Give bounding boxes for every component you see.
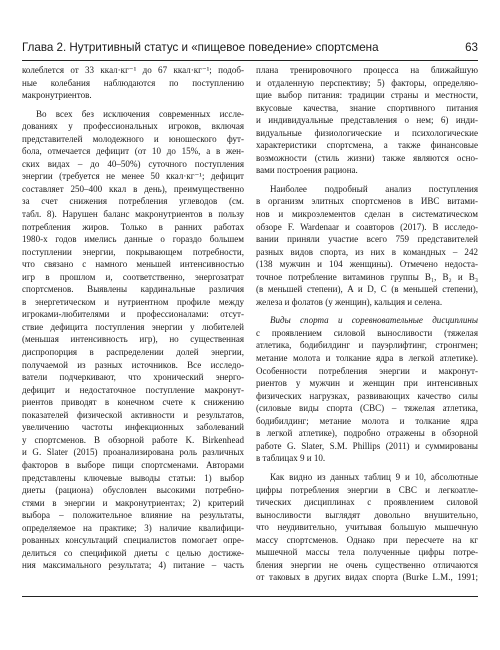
- text-line: цифры потребления энергии в СВС и легкоатле-: [256, 484, 478, 495]
- header-rule: [22, 60, 478, 61]
- text-line: в таблицах 9 и 10.: [256, 453, 326, 464]
- text-line: рованных консультаций специалистов помогает опре-: [22, 535, 244, 546]
- text-line: щие выбор питания: традиции страны и местности,: [256, 90, 478, 101]
- text-line: бодибилдинг; метание молота и толкание ядра: [256, 415, 478, 426]
- text-line: в организм элитных спортсменов в ИВС витами-: [256, 196, 478, 207]
- text-line: и отдаленную перспективу; 5) факторы, определяю-: [256, 77, 478, 88]
- text-line: что связано с намного меньшей интенсивностью: [22, 259, 244, 270]
- text-line: в энергетическом и нутриентном профиле между: [22, 296, 244, 307]
- text-line: вами построения рациона.: [256, 165, 358, 176]
- text-line: бола, отмечается дефицит (от 10 до 15%, а в жен-: [22, 146, 244, 157]
- text-line: делиться со спецификой диеты с целью достиже-: [22, 547, 244, 558]
- text-line: видуальные физиологические и психологические: [256, 127, 478, 138]
- text-line: игроками-любителями и профессионалами: отсут-: [22, 309, 244, 320]
- text-line: в легкой атлетике), подробно отражены в обзорной: [256, 428, 478, 439]
- text-line: и индивидуальные представления о нем; 6) инди-: [256, 115, 478, 126]
- footer-rule: [22, 596, 478, 597]
- text-line: увеличению частоты инфекционных заболеваний: [22, 422, 244, 433]
- text-line: возможности (стиль жизни) также являются осно-: [256, 152, 478, 163]
- text-line: факторов в выборе пищи спортсменами. Авторами: [22, 459, 244, 470]
- text-line: ные колебания наблюдаются по поступлению: [22, 77, 244, 88]
- text-line: от таковых в других видах спорта (Burke L.M., 1991;: [256, 572, 478, 583]
- text-line: риентов приводят в конечном счете к снижению: [22, 397, 244, 408]
- right-text-column: [256, 64, 478, 584]
- text-line: нов и микроэлементов сделан в систематическом: [256, 209, 478, 220]
- text-line: (в меньшей степени), A и D, C (в меньшей степени),: [256, 284, 478, 295]
- text-line: стями в энергии и макронутриентах; 2) критерий: [22, 497, 244, 508]
- text-line: атлетика, бодибилдинг и пауэрлифтинг, стронгмен;: [256, 340, 478, 351]
- text-line: ских видах – до 40–50%) суточного поступления: [22, 158, 244, 169]
- text-line: вкусовые качества, знание спортивного питания: [256, 102, 478, 113]
- text-line: поступлении энергии, покрывающем потребности,: [22, 246, 244, 257]
- text-line: мышечной массы тела полученные цифры потре-: [256, 547, 478, 558]
- text-line: ствие дефицита поступления энергии у любителей: [22, 321, 244, 332]
- text-line: (138 мужчин и 104 женщины). Отмечено недоста-: [256, 259, 478, 270]
- text-line: Виды спорта и соревновательные дисциплины: [270, 315, 478, 326]
- text-line: Во всех без исключения современных иссле-: [36, 108, 244, 119]
- text-line: дефицит и недостаточное поступление макронут-: [22, 384, 244, 395]
- text-line: точное потребление витаминов группы B₁, B₂ и B₃: [256, 271, 478, 282]
- running-header: [22, 32, 478, 54]
- text-line: ния максимального результата; 4) питание – часть: [22, 560, 244, 571]
- text-line: потребления жиров. Только в ранних работах: [22, 221, 244, 232]
- text-line: (меньшая интенсивность игр), но существенная: [22, 334, 244, 345]
- text-line: вании приняли участие всего 759 представителей: [256, 234, 478, 245]
- text-line: разных видов спорта, из них в командных – 242: [256, 246, 478, 257]
- text-line: получаемой из разных источников. Все исследо-: [22, 359, 244, 370]
- text-line: показателей физической активности и результатов,: [22, 409, 244, 420]
- text-line: представлены ключевые выводы статьи: 1) выбор: [22, 472, 244, 483]
- text-line: макронутриентов.: [22, 90, 92, 101]
- text-line: у спортсменов. В обзорной работе K. Birkenhead: [22, 434, 244, 445]
- text-line: железа и фолатов (у женщин), кальция и селена.: [256, 296, 443, 307]
- text-line: (силовые виды спорта (СВС) – тяжелая атлетика,: [256, 403, 478, 414]
- text-line: игр в прошлом и, соответственно, энергозатрат: [22, 271, 244, 282]
- text-line: Наиболее подробный анализ поступления: [270, 183, 478, 194]
- text-line: тических дисциплинах с проявлением силовой: [256, 497, 478, 508]
- text-line: характеристики спортсмена, а также финансовые: [256, 140, 478, 151]
- text-line: с проявлением силовой выносливости (тяжелая: [256, 327, 478, 338]
- text-line: 1980-х годов имелись данные о гораздо большем: [22, 234, 244, 245]
- left-text-column: [22, 64, 244, 572]
- text-line: риентов у мужчин и женщин при интенсивных: [256, 378, 478, 389]
- text-line: что неудивительно, учитывая большую мышечную: [256, 522, 478, 533]
- text-line: метание молота и толкание ядра в легкой атлетике).: [256, 353, 478, 364]
- text-line: за счет снижения потребления углеводов (см.: [22, 196, 244, 207]
- text-line: определяемое на практике; 3) наличие квалифици-: [22, 522, 244, 533]
- text-line: энергии (требуется не менее 50 ккал·кг⁻¹; дефицит: [22, 171, 244, 182]
- text-line: ватели подчеркивают, что хронический энерго-: [22, 372, 244, 383]
- text-line: диспропорция в распределении долей энергии,: [22, 347, 244, 358]
- text-line: табл. 8). Нарушен баланс макронутриентов в пользу: [22, 209, 244, 220]
- text-line: физических нагрузках, развивающих качество силы: [256, 390, 478, 401]
- text-line: массу спортсменов. Однако при пересчете на кг: [256, 534, 478, 545]
- text-line: выносливости выглядят довольно внушительно,: [256, 509, 478, 520]
- text-line: дованиях у профессиональных игроков, включая: [22, 121, 244, 132]
- text-line: диеты (рациона) обусловлен высокими потребно-: [22, 485, 244, 496]
- text-line: плана тренировочного процесса на ближайшую: [256, 65, 478, 75]
- text-line: и G. Slater (2015) проанализирована роль различных: [22, 447, 244, 458]
- text-line: работе G. Slater, S.M. Phillips (2011) и суммированы: [256, 440, 478, 451]
- page-number: 63: [465, 41, 478, 54]
- text-line: колеблется от 33 ккал·кг⁻¹ до 67 ккал·кг⁻¹; подоб-: [22, 65, 244, 75]
- text-line: Особенности потребления энергии и макронут-: [256, 365, 478, 376]
- text-line: спортсменов. Выявлены кардинальные различия: [22, 284, 244, 295]
- text-line: обзоре F. Wardenaar и соавторов (2017). В исследо-: [256, 221, 478, 232]
- text-line: Как видно из данных таблиц 9 и 10, абсолютные: [270, 471, 478, 482]
- text-line: бления энергии не очень существенно отличаются: [256, 559, 478, 570]
- text-line: выбора – положительное влияние на результаты,: [22, 510, 244, 521]
- text-line: представителей молодежного и юношеского фут-: [22, 133, 244, 144]
- chapter-title: Глава 2. Нутритивный статус и «пищевое поведение» спортсмена: [22, 41, 379, 54]
- text-line: составляет 250–400 ккал в день), преимущественно: [22, 183, 244, 194]
